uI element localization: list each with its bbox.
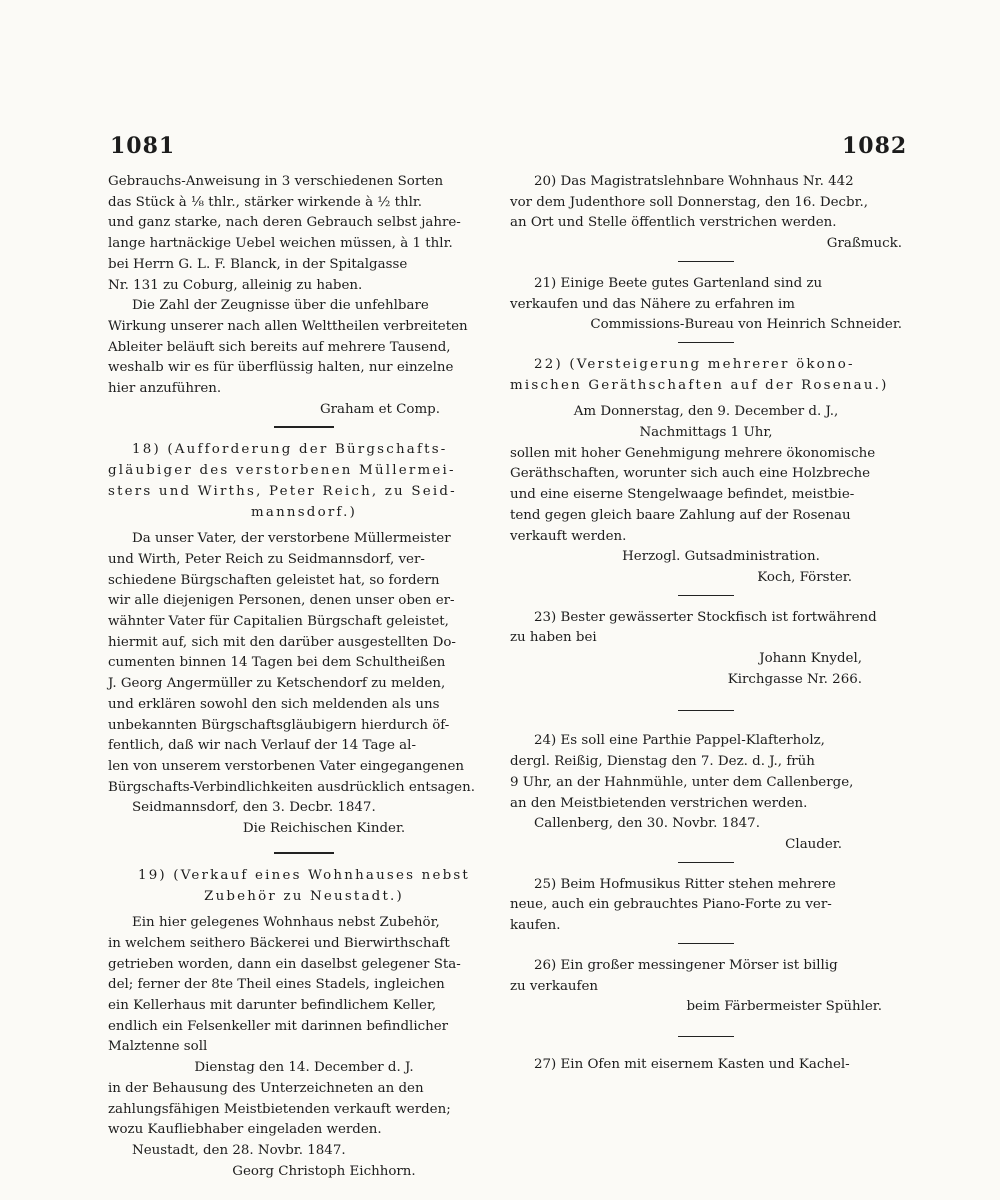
- notice-27: [510, 1055, 902, 1076]
- text-line: 27) Ein Ofen mit eisernem Kasten und Kachel-: [534, 1056, 850, 1072]
- section-divider: [678, 862, 734, 863]
- text-line: len von unserem verstorbenen Vater eingegangenen: [108, 758, 465, 774]
- notice-heading: gläubiger des verstorbenen Müllermei-: [108, 463, 456, 479]
- page-number-left: 1081: [110, 133, 176, 159]
- left-column: [108, 172, 500, 1182]
- signature: Clauder.: [785, 836, 842, 852]
- notice-heading: mannsdorf.): [251, 504, 357, 520]
- section-divider: [678, 595, 734, 596]
- text-line: wozu Kaufliebhaber eingeladen werden.: [108, 1122, 382, 1138]
- text-line: weshalb wir es für überflüssig halten, nur einzelne: [108, 360, 454, 376]
- notice-heading: 22) (Versteigerung mehrerer ökono-: [534, 356, 855, 372]
- text-line: Geräthschaften, worunter sich auch eine Holzbreche: [510, 466, 871, 482]
- text-line: tend gegen gleich baare Zahlung auf der Rosenau: [510, 507, 851, 523]
- text-line: ein Kellerhaus mit darunter befindlichem Keller,: [108, 998, 437, 1014]
- notice-24: [510, 731, 902, 855]
- section-divider: [274, 426, 334, 428]
- text-line: Nachmittags 1 Uhr,: [639, 425, 773, 441]
- text-line: Die Zahl der Zeugnisse über die unfehlbare: [132, 298, 429, 314]
- notice-21: [510, 274, 902, 336]
- section-divider: [678, 261, 734, 262]
- notice-heading: 19) (Verkauf eines Wohnhauses nebst: [137, 867, 471, 883]
- notice-19: [108, 866, 500, 1183]
- text-line: Am Donnerstag, den 9. December d. J.,: [573, 404, 839, 420]
- text-line: 25) Beim Hofmusikus Ritter stehen mehrere: [534, 876, 836, 892]
- signature: Koch, Förster.: [757, 569, 852, 585]
- text-line: das Stück à ⅛ thlr., stärker wirkende à ½ thlr.: [108, 194, 423, 210]
- notice-heading: mischen Geräthschaften auf der Rosenau.): [510, 377, 889, 393]
- notice-22: [510, 355, 902, 589]
- text-line: cumenten binnen 14 Tagen bei dem Schultheißen: [108, 655, 446, 671]
- text-line: Ableiter beläuft sich bereits auf mehrere Tausend,: [108, 339, 451, 355]
- text-line: 20) Das Magistratslehnbare Wohnhaus Nr. 442: [534, 174, 854, 189]
- signature: Johann Knydel,: [759, 651, 862, 667]
- advert-lightning-rod: [108, 172, 500, 420]
- notice-20: [510, 172, 902, 255]
- notice-18: [108, 440, 500, 839]
- notice-date: Seidmannsdorf, den 3. Decbr. 1847.: [132, 800, 376, 816]
- section-divider: [678, 710, 734, 711]
- text-line: lange hartnäckige Uebel weichen müssen, à 1 thlr.: [108, 236, 453, 252]
- notice-heading: Zubehör zu Neustadt.): [204, 888, 404, 904]
- notice-26: [510, 956, 902, 1018]
- text-line: kaufen.: [510, 918, 561, 934]
- notice-date: Neustadt, den 28. Novbr. 1847.: [132, 1142, 346, 1158]
- text-line: vor dem Judenthore soll Donnerstag, den 16. Decbr.,: [510, 194, 869, 210]
- text-line: Nr. 131 zu Coburg, alleinig zu haben.: [108, 277, 363, 293]
- text-line: Bürgschafts-Verbindlichkeiten ausdrücklich entsagen.: [108, 779, 475, 795]
- right-column: [510, 172, 902, 1076]
- text-line: und Wirth, Peter Reich zu Seidmannsdorf, ver-: [108, 551, 425, 567]
- text-line: schiedene Bürgschaften geleistet hat, so fordern: [108, 572, 440, 588]
- text-line: zu verkaufen: [510, 978, 599, 994]
- section-divider: [678, 1036, 734, 1037]
- text-line: verkaufen und das Nähere zu erfahren im: [510, 296, 795, 312]
- text-line: Da unser Vater, der verstorbene Müllermeister: [132, 531, 451, 547]
- notice-heading: 18) (Aufforderung der Bürgschafts-: [132, 442, 448, 458]
- signature: beim Färbermeister Spühler.: [686, 999, 882, 1015]
- text-line: zahlungsfähigen Meistbietenden verkauft werden;: [108, 1101, 451, 1117]
- signature: Graßmuck.: [826, 236, 902, 252]
- text-line: fentlich, daß wir nach Verlauf der 14 Tage al-: [108, 738, 416, 754]
- text-line: verkauft werden.: [510, 528, 627, 544]
- text-line: dergl. Reißig, Dienstag den 7. Dez. d. J., früh: [510, 754, 815, 770]
- text-line: in welchem seithero Bäckerei und Bierwirthschaft: [108, 935, 450, 951]
- notice-heading: sters und Wirths, Peter Reich, zu Seid-: [108, 483, 457, 499]
- signature: Die Reichischen Kinder.: [242, 821, 406, 837]
- text-line: 24) Es soll eine Parthie Pappel-Klafterholz,: [534, 733, 825, 749]
- text-line: bei Herrn G. L. F. Blanck, in der Spitalgasse: [108, 256, 408, 272]
- text-line: unbekannten Bürgschaftsgläubigern hierdurch öf-: [108, 717, 450, 733]
- signature: Graham et Comp.: [319, 401, 440, 417]
- text-line: an den Meistbietenden verstrichen werden.: [510, 795, 808, 811]
- text-line: hier anzuführen.: [108, 381, 222, 397]
- text-line: wir alle diejenigen Personen, denen unser oben er-: [108, 593, 455, 609]
- text-line: Dienstag den 14. December d. J.: [194, 1060, 414, 1076]
- notice-25: [510, 875, 902, 937]
- text-line: Ein hier gelegenes Wohnhaus nebst Zubehör,: [132, 915, 440, 931]
- signature: Herzogl. Gutsadministration.: [622, 549, 820, 565]
- text-line: Malztenne soll: [108, 1039, 208, 1055]
- text-line: endlich ein Felsenkeller mit darinnen befindlicher: [108, 1018, 449, 1034]
- text-line: und eine eiserne Stengelwaage befindet, meistbie-: [510, 487, 855, 503]
- text-line: 26) Ein großer messingener Mörser ist billig: [534, 957, 838, 973]
- notice-date: Callenberg, den 30. Novbr. 1847.: [534, 816, 760, 832]
- section-divider: [678, 943, 734, 944]
- page-number-right: 1082: [842, 133, 908, 159]
- text-line: J. Georg Angermüller zu Ketschendorf zu melden,: [108, 676, 446, 692]
- text-line: in der Behausung des Unterzeichneten an den: [108, 1080, 424, 1096]
- section-divider: [678, 342, 734, 343]
- signature: Georg Christoph Eichhorn.: [232, 1163, 416, 1179]
- text-line: del; ferner der 8te Theil eines Stadels, ingleichen: [108, 977, 445, 993]
- text-line: getrieben worden, dann ein daselbst gelegener Sta-: [108, 956, 461, 972]
- text-line: hiermit auf, sich mit den darüber ausgestellten Do-: [108, 634, 456, 650]
- text-line: Wirkung unserer nach allen Welttheilen verbreiteten: [108, 318, 468, 334]
- text-line: Commissions-Bureau von Heinrich Schneider.: [590, 317, 902, 333]
- text-line: 23) Bester gewässerter Stockfisch ist fortwährend: [534, 609, 877, 625]
- text-line: und erklären sowohl den sich meldenden als uns: [108, 696, 440, 712]
- text-line: 9 Uhr, an der Hahnmühle, unter dem Callenberge,: [510, 774, 854, 790]
- section-divider: [274, 852, 334, 854]
- text-line: 21) Einige Beete gutes Gartenland sind zu: [534, 275, 823, 291]
- text-line: wähnter Vater für Capitalien Bürgschaft geleistet,: [108, 614, 449, 630]
- text-line: sollen mit hoher Genehmigung mehrere ökonomische: [510, 445, 876, 461]
- notice-23: [510, 608, 902, 691]
- signature: Kirchgasse Nr. 266.: [727, 671, 862, 687]
- text-line: an Ort und Stelle öffentlich verstrichen werden.: [510, 215, 837, 231]
- text-line: und ganz starke, nach deren Gebrauch selbst jahre-: [108, 215, 461, 231]
- text-line: neue, auch ein gebrauchtes Piano-Forte zu ver-: [510, 897, 832, 913]
- text-line: Gebrauchs-Anweisung in 3 verschiedenen Sorten: [108, 174, 444, 189]
- text-line: zu haben bei: [510, 630, 597, 646]
